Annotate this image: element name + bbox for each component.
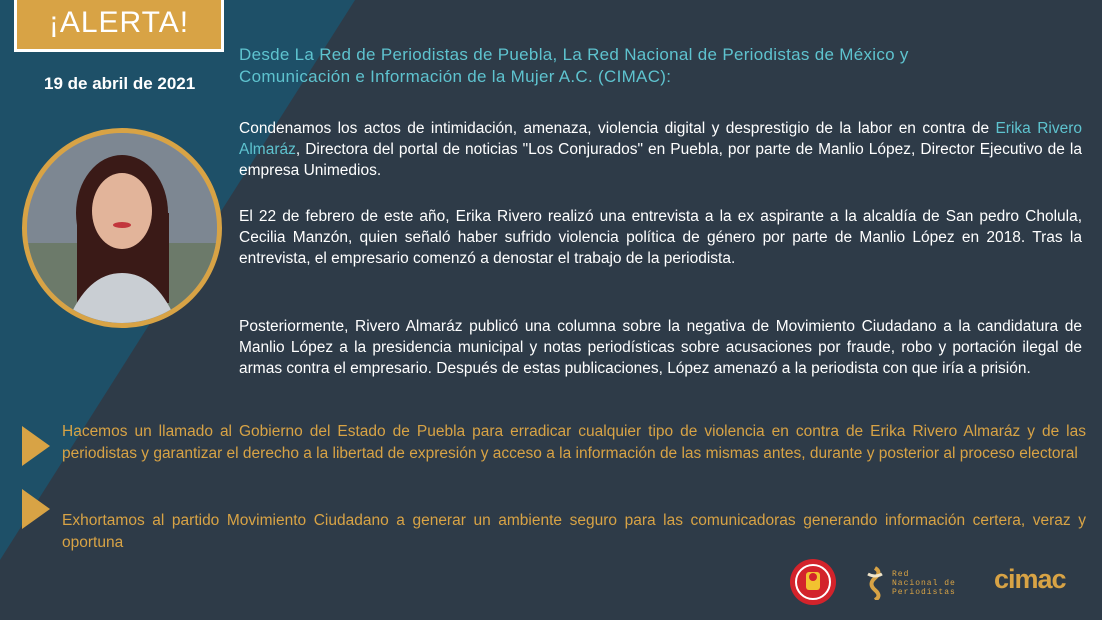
paragraph-column: Posteriormente, Rivero Almaráz publicó una columna sobre la negativa de Movimiento Ciudadano a la candidatura de Manlio López a la presidencia municipal y notas periodísticas sobre acusaciones por fraude, robo y portación ilegal de armas contra el empresario. Después de estas publicaciones, López amenazó a la periodista con que iría a prisión.: [239, 318, 1082, 377]
bullet-item: Hacemos un llamado al Gobierno del Estado de Puebla para erradicar cualquier tipo de violencia en contra de Erika Rivero Almaráz y de las periodistas y garantizar el derecho a la libertad de expresión y acceso a la información de las mismas antes, durante y posterior al proceso electoral: [62, 423, 1086, 462]
arrow-bullet-icon: [22, 489, 50, 529]
journalist-name: Erika Rivero Almaráz: [239, 120, 1082, 158]
red-nacional-emblem-icon: [864, 566, 886, 600]
journalist-photo: [22, 128, 222, 328]
red-nacional-text: Nacional de: [892, 578, 956, 588]
arrow-bullet-icon: [22, 426, 50, 466]
paragraph-text: Condenamos los actos de intimidación, amenaza, violencia digital y desprestigio de la labor en contra de: [239, 120, 996, 137]
paragraph-text: , Directora del portal de noticias "Los Conjurados" en Puebla, por parte de Manlio López, Director Ejecutivo de la empresa Unimedios.: [239, 141, 1082, 179]
red-puebla-logo: [788, 557, 838, 607]
bullet-item: Exhortamos al partido Movimiento Ciudadano a generar un ambiente seguro para las comunicadoras generando información certera, veraz y oportuna: [62, 512, 1086, 551]
red-nacional-logo: [864, 566, 956, 600]
alert-label: ¡ALERTA!: [48, 6, 190, 39]
paragraph-interview: El 22 de febrero de este año, Erika Rivero realizó una entrevista a la ex aspirante a la alcaldía de San pedro Cholula, Cecilia Manzón, quien señaló haber sufrido violencia política de género por parte de Manlio López en 2018. Tras la entrevista, el empresario comenzó a denostar el trabajo de la periodista.: [239, 208, 1082, 267]
alert-badge: [14, 0, 224, 52]
cimac-logo: cimac: [994, 564, 1066, 594]
red-nacional-text: Periodistas: [892, 587, 956, 597]
intro-text: Desde La Red de Periodistas de Puebla, La Red Nacional de Periodistas de México y Comunicación e Información de la Mujer A.C. (CIMAC):: [239, 45, 909, 86]
red-nacional-text: Red: [892, 569, 910, 579]
date-label: 19 de abril de 2021: [44, 74, 196, 93]
paragraph-condemnation: [239, 118, 1082, 181]
